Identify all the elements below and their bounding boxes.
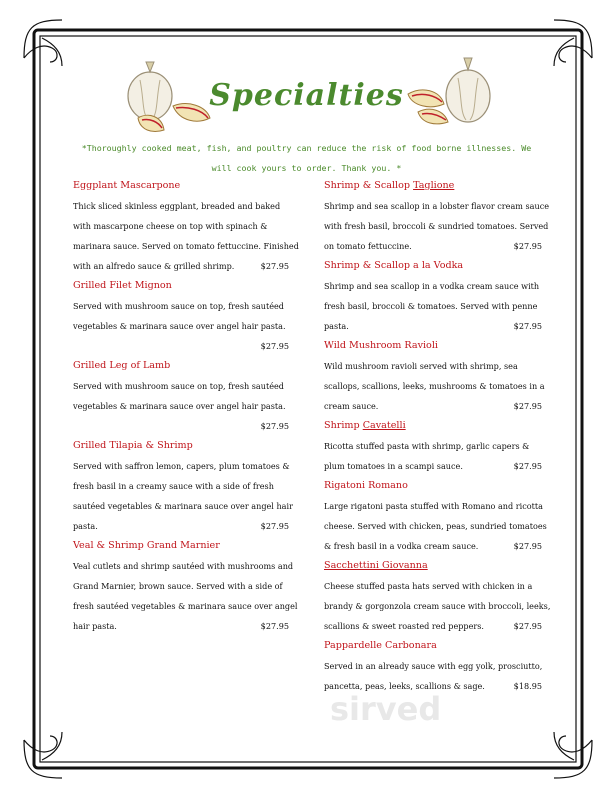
menu-item-name <box>324 636 542 656</box>
description-line: brandy & gorgonzola cream sauce with broccoli, leeks, <box>324 601 551 611</box>
food-safety-notice: *Thoroughly cooked meat, fish, and poultry can reduce the risk of food borne illnesses. We will cook yours to order. Thank you. * <box>81 143 532 173</box>
description-line: pasta. <box>73 521 98 531</box>
menu-column-left <box>73 176 299 636</box>
description-line: with mascarpone cheese on top with spinach & <box>73 221 268 231</box>
menu-item <box>73 356 289 436</box>
menu-item <box>324 556 551 636</box>
description-line: scallops, scallions, leeks, mushrooms & tomatoes in a <box>324 381 545 391</box>
menu-item-name <box>324 176 542 196</box>
description-line: fresh basil in a creamy sauce with a side of fresh <box>73 481 274 491</box>
menu-item-name <box>324 476 542 496</box>
description-line: Large rigatoni pasta stuffed with Romano and ricotta <box>324 501 543 511</box>
description-line: Cheese stuffed pasta hats served with chicken in a <box>324 581 533 591</box>
menu-item-name-part: Shrimp & Scallop a la Vodka <box>324 260 464 271</box>
menu-item-description <box>324 576 551 636</box>
menu-item-description <box>73 456 293 536</box>
menu-item-name: Eggplant Mascarpone <box>73 180 181 191</box>
menu-item-price: $27.95 <box>260 621 289 631</box>
description-line: Grand Marnier, brown sauce. Served with a side of <box>73 581 283 591</box>
menu-item-name-part: Shrimp & Scallop <box>324 180 414 191</box>
menu-item-price: $27.95 <box>260 521 289 531</box>
menu-item-description <box>73 296 289 356</box>
garlic-illustration-right <box>404 56 504 140</box>
description-line: vegetables & marinara sauce over angel hair pasta. <box>73 401 286 411</box>
description-line: with fresh basil, broccoli & sundried tomatoes. Served <box>324 221 549 231</box>
menu-item-name <box>324 416 542 436</box>
description-line: Shrimp and sea scallop in a lobster flavor cream sauce <box>324 201 550 211</box>
description-line: pancetta, peas, leeks, scallions & sage. <box>324 681 485 691</box>
menu-item-description <box>324 196 550 256</box>
menu-item-name: Grilled Tilapia & Shrimp <box>73 440 193 451</box>
menu-item <box>324 476 547 556</box>
menu-item-name-underlined: Taglione <box>413 180 455 191</box>
description-line: Served with mushroom sauce on top, fresh sautéed <box>73 301 284 311</box>
menu-item-price: $27.95 <box>513 461 542 471</box>
page-title: Specialties <box>209 78 404 113</box>
description-line-with-price <box>73 516 289 536</box>
description-line: Served with mushroom sauce on top, fresh sautéed <box>73 381 284 391</box>
menu-item-description <box>324 356 545 416</box>
menu-item-name: Grilled Filet Mignon <box>73 280 172 291</box>
menu-item <box>324 636 542 696</box>
description-line: sautéed vegetables & marinara sauce over angel hair <box>73 501 293 511</box>
menu-item-name <box>324 256 542 276</box>
watermark: sirved <box>330 690 442 728</box>
description-line-with-price <box>324 316 542 336</box>
menu-item-name <box>324 336 542 356</box>
menu-item <box>73 276 289 356</box>
menu-item-description <box>324 276 542 336</box>
menu-item <box>73 536 298 636</box>
menu-item <box>324 256 542 336</box>
menu-item-price: $27.95 <box>513 541 542 551</box>
description-line-with-price <box>324 236 542 256</box>
menu-item <box>324 336 545 416</box>
description-line: plum tomatoes in a scampi sauce. <box>324 461 463 471</box>
menu-item <box>324 176 550 256</box>
description-line: Thick sliced skinless eggplant, breaded and baked <box>73 201 281 211</box>
description-line: Wild mushroom ravioli served with shrimp, sea <box>324 361 518 371</box>
menu-item <box>73 436 293 536</box>
description-line: pasta. <box>324 321 349 331</box>
description-line-with-price <box>324 616 542 636</box>
menu-column-right <box>324 176 551 696</box>
menu-item-name-part: Wild Mushroom Ravioli <box>324 340 438 351</box>
description-line: fresh basil, broccoli & tomatoes. Served with penne <box>324 301 538 311</box>
description-line: scallions & sweet roasted red peppers. <box>324 621 485 631</box>
menu-item-price: $27.95 <box>260 421 289 431</box>
description-line: hair pasta. <box>73 621 117 631</box>
description-line: & fresh basil in a vodka cream sauce. <box>324 541 479 551</box>
menu-item <box>324 416 542 476</box>
menu-item-price: $27.95 <box>513 321 542 331</box>
description-line-with-price <box>324 396 542 416</box>
description-line: Shrimp and sea scallop in a vodka cream sauce with <box>324 281 540 291</box>
description-line: Ricotta stuffed pasta with shrimp, garlic capers & <box>324 441 530 451</box>
description-line: with an alfredo sauce & grilled shrimp. <box>73 261 235 271</box>
description-line: Served in an already sauce with egg yolk, prosciutto, <box>324 661 543 671</box>
description-line-with-price <box>324 456 542 476</box>
menu-item-price: $27.95 <box>513 401 542 411</box>
menu-item-price: $27.95 <box>260 341 289 351</box>
menu-item-name: Grilled Leg of Lamb <box>73 360 171 371</box>
menu-item <box>73 176 299 276</box>
description-line: marinara sauce. Served on tomato fettuccine. Finished <box>73 241 299 251</box>
menu-item-description <box>73 556 298 636</box>
menu-item-name: Veal & Shrimp Grand Marnier <box>73 540 220 551</box>
description-line-with-price <box>324 536 542 556</box>
description-line-with-price <box>73 616 289 636</box>
menu-item-description <box>324 436 542 476</box>
menu-item-name-underlined: Cavatelli <box>362 420 406 431</box>
menu-item-price: $27.95 <box>513 621 542 631</box>
description-line: vegetables & marinara sauce over angel hair pasta. <box>73 321 286 331</box>
menu-item-name <box>324 556 542 576</box>
menu-item-price: $18.95 <box>513 681 542 691</box>
description-line-with-price <box>73 256 289 276</box>
menu-item-name-part: Rigatoni Romano <box>324 480 408 491</box>
menu-item-name-underlined: Sacchettini Giovanna <box>324 560 428 571</box>
menu-item-name-part: Pappardelle Carbonara <box>324 640 437 651</box>
menu-item-description <box>73 196 299 276</box>
menu-item-price: $27.95 <box>260 261 289 271</box>
menu-item-description <box>73 376 289 436</box>
menu-item-name-part: Shrimp <box>324 420 363 431</box>
description-line: fresh sautéed vegetables & marinara sauce over angel <box>73 601 298 611</box>
description-line: cream sauce. <box>324 401 379 411</box>
description-line: Veal cutlets and shrimp sautéed with mushrooms and <box>73 561 294 571</box>
description-line: Served with saffron lemon, capers, plum tomatoes & <box>73 461 290 471</box>
description-line: cheese. Served with chicken, peas, sundried tomatoes <box>324 521 547 531</box>
menu-item-price: $27.95 <box>513 241 542 251</box>
description-line: on tomato fettuccine. <box>324 241 412 251</box>
menu-item-description <box>324 496 547 556</box>
